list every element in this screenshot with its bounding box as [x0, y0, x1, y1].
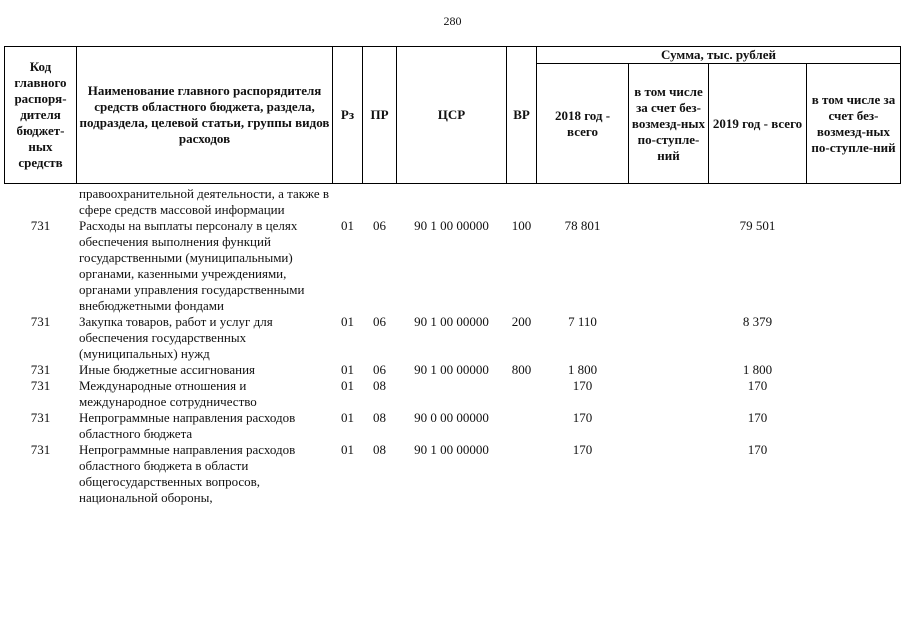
row-sum-2019-grants: [807, 442, 901, 506]
row-csr: 90 1 00 00000: [414, 362, 489, 377]
table-row: [5, 362, 901, 378]
row-sum-2019-grants: [807, 378, 901, 410]
row-csr: 90 1 00 00000: [414, 218, 489, 233]
row-sum-2018-grants: [629, 362, 709, 378]
row-sum-2018: [537, 184, 629, 219]
header-2018-grants: в том числе за счет без-возмезд-ных по-ступле-ний: [629, 64, 709, 184]
row-sum-2018-grants: [629, 378, 709, 410]
table-row: [5, 410, 901, 442]
row-sum-2019: 8 379: [742, 314, 773, 329]
row-csr: [397, 378, 507, 410]
table-row: [5, 442, 901, 506]
row-rz: 01: [341, 378, 354, 393]
row-name: Непрограммные направления расходов областного бюджета в области общегосударственных вопросов, национальной обороны,: [79, 442, 296, 505]
row-rz: 01: [341, 362, 354, 377]
row-name: Непрограммные направления расходов областного бюджета: [79, 410, 296, 441]
page-number: 280: [443, 14, 462, 28]
header-rz: Рз: [333, 47, 363, 184]
budget-table: [4, 46, 901, 506]
row-rz: 01: [341, 442, 354, 457]
row-sum-2018-grants: [629, 314, 709, 362]
row-code: 731: [30, 362, 51, 377]
row-sum-2018: 170: [572, 410, 593, 425]
row-vr: 200: [511, 314, 532, 329]
row-csr: 90 0 00 00000: [414, 410, 489, 425]
row-csr: 90 1 00 00000: [414, 442, 489, 457]
table-row: [5, 314, 901, 362]
header-2019-grants: в том числе за счет без-возмезд-ных по-ступле-ний: [807, 64, 901, 184]
row-vr: [507, 442, 537, 506]
row-sum-2019: 170: [747, 410, 768, 425]
header-sum: Сумма, тыс. рублей: [537, 47, 901, 64]
row-sum-2018: 170: [572, 442, 593, 457]
row-vr: 100: [511, 218, 532, 233]
row-sum-2018-grants: [629, 184, 709, 219]
row-code: 731: [30, 410, 51, 425]
row-name: Закупка товаров, работ и услуг для обеспечения государственных (муниципальных) нужд: [79, 314, 273, 361]
row-sum-2019-grants: [807, 410, 901, 442]
row-name: правоохранительной деятельности, а также в сфере средств массовой информации: [79, 186, 330, 217]
table-row: [5, 184, 901, 219]
header-name: Наименование главного распорядителя средств областного бюджета, раздела, подраздела, целевой статьи, группы видов расходов: [77, 47, 333, 184]
row-pr: 08: [373, 410, 386, 425]
header-2018-total: 2018 год - всего: [537, 64, 629, 184]
row-vr: [507, 378, 537, 410]
row-pr: 06: [373, 314, 386, 329]
row-sum-2019-grants: [807, 184, 901, 219]
row-sum-2018: 78 801: [564, 218, 601, 233]
row-vr: [507, 410, 537, 442]
row-vr: 800: [511, 362, 532, 377]
row-sum-2019: 1 800: [742, 362, 773, 377]
row-pr: 06: [373, 362, 386, 377]
row-sum-2018-grants: [629, 410, 709, 442]
table-row: [5, 218, 901, 314]
row-sum-2018-grants: [629, 442, 709, 506]
row-pr: [363, 184, 397, 219]
header-pr: ПР: [363, 47, 397, 184]
row-csr: [397, 184, 507, 219]
header-code: Код главного распоря-дителя бюджет-ных средств: [5, 47, 77, 184]
row-code: 731: [30, 218, 51, 233]
row-sum-2018-grants: [629, 218, 709, 314]
row-code: [5, 184, 77, 219]
row-code: 731: [30, 314, 51, 329]
row-sum-2019-grants: [807, 218, 901, 314]
row-sum-2018: 7 110: [568, 314, 597, 329]
header-vr: ВР: [507, 47, 537, 184]
row-pr: 06: [373, 218, 386, 233]
row-name: Расходы на выплаты персоналу в целях обеспечения выполнения функций государственными (муниципальными) органами, казенными учреждениями, органами управления государственными внебюджетными фондами: [79, 218, 305, 313]
row-pr: 08: [373, 442, 386, 457]
row-vr: [507, 184, 537, 219]
row-sum-2019-grants: [807, 362, 901, 378]
row-sum-2019: [709, 184, 807, 219]
table-body: [5, 184, 901, 507]
table-row: [5, 378, 901, 410]
row-sum-2019: 170: [747, 442, 768, 457]
row-name: Международные отношения и международное сотрудничество: [79, 378, 257, 409]
row-csr: 90 1 00 00000: [414, 314, 489, 329]
row-sum-2019: 170: [747, 378, 768, 393]
row-pr: 08: [373, 378, 386, 393]
row-sum-2019: 79 501: [739, 218, 776, 233]
row-rz: 01: [341, 314, 354, 329]
row-rz: 01: [341, 218, 354, 233]
row-rz: 01: [341, 410, 354, 425]
row-sum-2018: 170: [572, 378, 593, 393]
header-csr: ЦСР: [397, 47, 507, 184]
table-header: [5, 47, 901, 184]
header-2019-total: 2019 год - всего: [709, 64, 807, 184]
row-name: Иные бюджетные ассигнования: [79, 362, 256, 377]
row-sum-2019-grants: [807, 314, 901, 362]
row-rz: [333, 184, 363, 219]
row-code: 731: [30, 442, 51, 457]
row-sum-2018: 1 800: [567, 362, 598, 377]
row-code: 731: [30, 378, 51, 393]
